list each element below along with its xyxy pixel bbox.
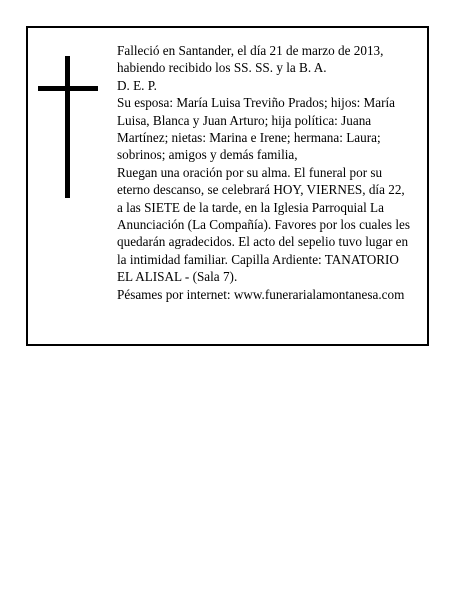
notice-line-family-2: Luisa, Blanca y Juan Arturo; hija política: Juana	[117, 112, 372, 128]
obituary-text	[117, 42, 423, 303]
cross-icon	[38, 56, 98, 198]
notice-line-burial-3: EL ALISAL - (Sala 7).	[117, 269, 238, 285]
cross-vertical-bar	[65, 56, 70, 198]
notice-line-funeral-4: Anunciación (La Compañía). Favores por los cuales les	[117, 217, 410, 233]
notice-line-family-3: Martínez; nietas: Marina e Irene; hermana: Laura;	[117, 130, 381, 146]
notice-line-burial-2: la intimidad familiar. Capilla Ardiente: TANATORIO	[117, 251, 399, 267]
obituary-notice	[26, 26, 429, 346]
notice-line-funeral-3: a las SIETE de la tarde, en la Iglesia Parroquial La	[117, 199, 384, 215]
notice-line-funeral-2: eterno descanso, se celebrará HOY, VIERNES, día 22,	[117, 182, 405, 198]
notice-line-burial-1: quedarán agradecidos. El acto del sepelio tuvo lugar en	[117, 234, 409, 250]
notice-line-death-date: Falleció en Santander, el día 21 de marzo de 2013,	[117, 43, 384, 58]
notice-line-funeral-1: Ruegan una oración por su alma. El funeral por su	[117, 164, 383, 180]
notice-line-family-1: Su esposa: María Luisa Treviño Prados; hijos: María	[117, 95, 396, 111]
cross-horizontal-bar	[38, 86, 98, 91]
notice-line-family-4: sobrinos; amigos y demás familia,	[117, 147, 298, 163]
notice-line-condolences: Pésames por internet: www.funerarialamontanesa.com	[117, 286, 405, 302]
notice-line-rip: D. E. P.	[117, 77, 157, 93]
notice-line-sacraments: habiendo recibido los SS. SS. y la B. A.	[117, 60, 327, 76]
